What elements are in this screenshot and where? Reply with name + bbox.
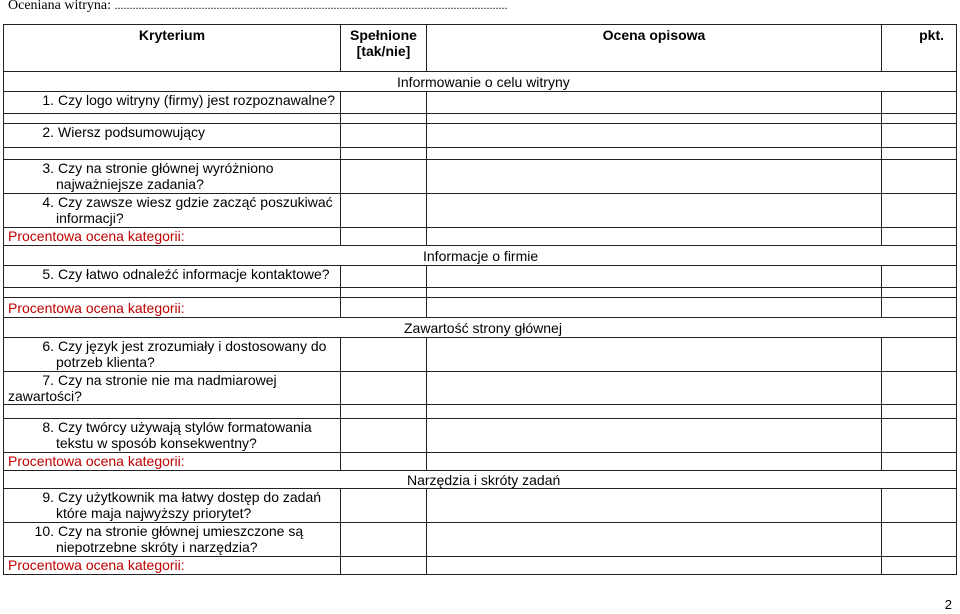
percent-cell bbox=[4, 557, 341, 575]
question-number: 2. bbox=[42, 124, 54, 140]
points-cell[interactable] bbox=[882, 266, 957, 288]
question-number: 4. bbox=[42, 194, 54, 210]
site-under-review-dots: ................................................................................................................................... bbox=[114, 0, 508, 12]
description-cell[interactable] bbox=[427, 419, 882, 453]
question-text: Czy logo witryny (firmy) jest rozpoznawalne? bbox=[58, 92, 335, 108]
fulfilled-cell[interactable] bbox=[341, 92, 427, 114]
percent-label: Procentowa ocena kategorii: bbox=[8, 228, 185, 244]
fulfilled-cell[interactable] bbox=[341, 419, 427, 453]
question-text: Wiersz podsumowujący bbox=[58, 124, 206, 140]
table-row bbox=[4, 318, 957, 338]
section-title: Narzędzia i skróty zadań bbox=[407, 472, 561, 488]
criterion-cell bbox=[4, 92, 341, 114]
table-row bbox=[4, 228, 957, 246]
question-number: 5. bbox=[42, 266, 54, 282]
evaluation-table bbox=[3, 24, 957, 575]
percent-label: Procentowa ocena kategorii: bbox=[8, 453, 185, 469]
table-row bbox=[4, 405, 957, 419]
table-row bbox=[4, 194, 957, 228]
criterion-cell bbox=[4, 372, 341, 405]
table-row bbox=[4, 372, 957, 405]
description-cell[interactable] bbox=[427, 194, 882, 228]
points-cell[interactable] bbox=[882, 372, 957, 405]
fulfilled-cell[interactable] bbox=[341, 194, 427, 228]
description-cell[interactable] bbox=[427, 372, 882, 405]
criterion-cell bbox=[4, 489, 341, 523]
criterion-cell bbox=[4, 419, 341, 453]
points-cell[interactable] bbox=[882, 557, 957, 575]
table-row bbox=[4, 266, 957, 288]
description-cell[interactable] bbox=[427, 228, 882, 246]
table-row bbox=[4, 72, 957, 92]
description-cell[interactable] bbox=[427, 489, 882, 523]
criterion-cell bbox=[4, 160, 341, 194]
question-number: 8. bbox=[42, 419, 54, 435]
fulfilled-cell[interactable] bbox=[341, 228, 427, 246]
question-text-cont: niepotrzebne skróty i narzędzia? bbox=[56, 539, 258, 555]
description-cell[interactable] bbox=[427, 92, 882, 114]
fulfilled-cell[interactable] bbox=[341, 489, 427, 523]
description-cell[interactable] bbox=[427, 124, 882, 148]
question-number: 1. bbox=[42, 92, 54, 108]
table-row bbox=[4, 419, 957, 453]
table-row bbox=[4, 114, 957, 124]
section-row bbox=[4, 318, 957, 338]
question-text-cont: tekstu w sposób konsekwentny? bbox=[56, 435, 257, 451]
description-cell[interactable] bbox=[427, 160, 882, 194]
section-row bbox=[4, 246, 957, 266]
question-text: Czy twórcy używają stylów formatowania bbox=[58, 419, 312, 435]
section-row bbox=[4, 471, 957, 489]
table-row bbox=[4, 124, 957, 148]
section-title: Informowanie o celu witryny bbox=[397, 74, 570, 90]
points-cell[interactable] bbox=[882, 338, 957, 372]
points-cell[interactable] bbox=[882, 124, 957, 148]
section-title: Zawartość strony głównej bbox=[404, 320, 562, 336]
fulfilled-cell[interactable] bbox=[341, 557, 427, 575]
fulfilled-cell[interactable] bbox=[341, 124, 427, 148]
fulfilled-cell[interactable] bbox=[341, 298, 427, 318]
section-title: Informacje o firmie bbox=[423, 248, 539, 264]
table-row bbox=[4, 453, 957, 471]
percent-cell bbox=[4, 228, 341, 246]
question-number: 6. bbox=[42, 338, 54, 354]
points-cell[interactable] bbox=[882, 489, 957, 523]
fulfilled-cell[interactable] bbox=[341, 338, 427, 372]
col-description: Ocena opisowa bbox=[427, 25, 882, 72]
table-row bbox=[4, 338, 957, 372]
table-row bbox=[4, 92, 957, 114]
question-number: 10. bbox=[34, 523, 54, 539]
fulfilled-cell[interactable] bbox=[341, 266, 427, 288]
percent-label: Procentowa ocena kategorii: bbox=[8, 300, 185, 316]
question-text: Czy na stronie nie ma nadmiarowej zawartości? bbox=[8, 372, 277, 404]
points-cell[interactable] bbox=[882, 160, 957, 194]
col-fulfilled: Spełnione [tak/nie] bbox=[341, 25, 427, 72]
question-number: 3. bbox=[42, 160, 54, 176]
col-points: pkt. bbox=[882, 25, 957, 72]
fulfilled-cell[interactable] bbox=[341, 160, 427, 194]
table-row bbox=[4, 523, 957, 557]
question-number: 7. bbox=[42, 372, 54, 388]
question-text: Czy na stronie głównej wyróżniono bbox=[58, 160, 274, 176]
points-cell[interactable] bbox=[882, 298, 957, 318]
fulfilled-cell[interactable] bbox=[341, 453, 427, 471]
percent-cell bbox=[4, 453, 341, 471]
points-cell[interactable] bbox=[882, 523, 957, 557]
page-number: 2 bbox=[944, 597, 952, 612]
evaluation-table-wrap bbox=[3, 24, 956, 575]
description-cell[interactable] bbox=[427, 266, 882, 288]
question-text-cont: najważniejsze zadania? bbox=[56, 176, 204, 192]
question-text: Czy na stronie głównej umieszczone są bbox=[58, 523, 304, 539]
col-criterion: Kryterium bbox=[4, 25, 341, 72]
points-cell[interactable] bbox=[882, 92, 957, 114]
section-row bbox=[4, 72, 957, 92]
table-row bbox=[4, 489, 957, 523]
points-cell[interactable] bbox=[882, 453, 957, 471]
description-cell[interactable] bbox=[427, 557, 882, 575]
question-text-cont: które maja najwyższy priorytet? bbox=[56, 505, 252, 521]
criterion-cell bbox=[4, 266, 341, 288]
fulfilled-cell[interactable] bbox=[341, 372, 427, 405]
criterion-cell bbox=[4, 194, 341, 228]
percent-label: Procentowa ocena kategorii: bbox=[8, 557, 185, 573]
points-cell[interactable] bbox=[882, 419, 957, 453]
table-row bbox=[4, 471, 957, 489]
criterion-cell bbox=[4, 338, 341, 372]
question-text-cont: potrzeb klienta? bbox=[56, 354, 155, 370]
question-text-cont: informacji? bbox=[56, 210, 124, 226]
question-number: 9. bbox=[42, 489, 54, 505]
question-text: Czy użytkownik ma łatwy dostęp do zadań bbox=[58, 489, 322, 505]
criterion-cell bbox=[4, 124, 341, 148]
description-cell[interactable] bbox=[427, 453, 882, 471]
description-cell[interactable] bbox=[427, 298, 882, 318]
criterion-cell bbox=[4, 523, 341, 557]
question-text: Czy język jest zrozumiały i dostosowany do bbox=[58, 338, 327, 354]
table-row bbox=[4, 160, 957, 194]
percent-cell bbox=[4, 298, 341, 318]
table-row bbox=[4, 557, 957, 575]
question-text: Czy zawsze wiesz gdzie zacząć poszukiwać bbox=[58, 194, 333, 210]
table-row bbox=[4, 298, 957, 318]
fulfilled-cell[interactable] bbox=[341, 523, 427, 557]
description-cell[interactable] bbox=[427, 338, 882, 372]
table-row bbox=[4, 246, 957, 266]
table-header-row bbox=[4, 25, 957, 72]
table-row bbox=[4, 288, 957, 298]
site-under-review-line bbox=[8, 0, 508, 14]
question-text: Czy łatwo odnaleźć informacje kontaktowe? bbox=[58, 266, 330, 282]
points-cell[interactable] bbox=[882, 194, 957, 228]
site-under-review-label: Oceniana witryna: bbox=[8, 0, 112, 13]
points-cell[interactable] bbox=[882, 228, 957, 246]
description-cell[interactable] bbox=[427, 523, 882, 557]
table-row bbox=[4, 148, 957, 160]
